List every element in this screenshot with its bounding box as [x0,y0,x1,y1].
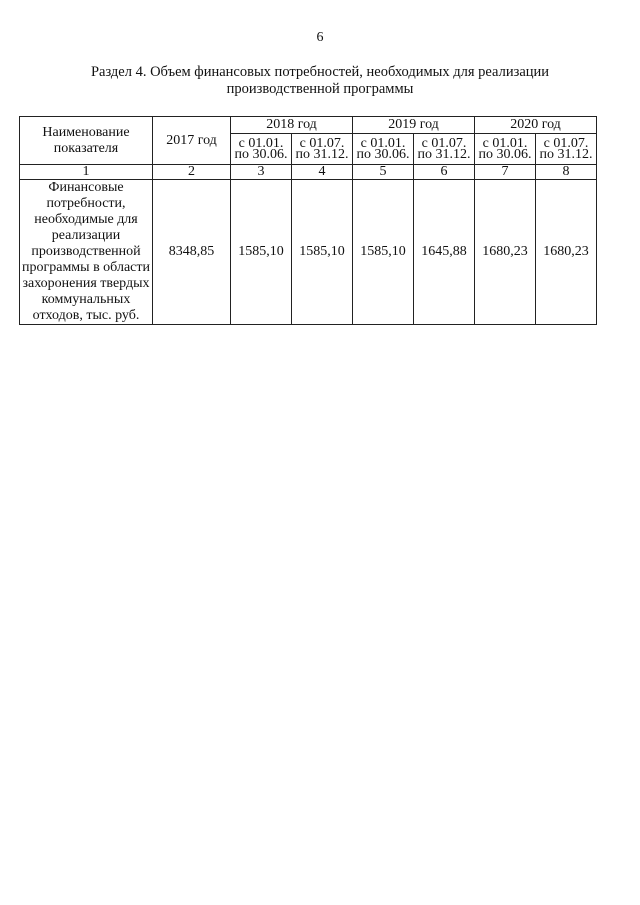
value-2018-h1: 1585,10 [231,180,292,325]
column-number-8: 8 [536,165,597,180]
page-number: 6 [316,30,324,45]
header-year-2017: 2017 год [153,117,231,165]
indicator-name-cell: Финансовые потребности, необходимые для реализации производственной программы в области захоронения твердых коммунальных отходов, тыс. руб. [20,180,153,325]
value-2020-h2: 1680,23 [536,180,597,325]
period-2018-h2: с 01.07. по 31.12. [292,134,353,165]
table-row [20,180,597,325]
header-year-2020: 2020 год [475,117,597,134]
value-2017: 8348,85 [153,180,231,325]
header-row-years [20,117,597,134]
period-2019-h2: с 01.07. по 31.12. [414,134,475,165]
header-year-2019: 2019 год [353,117,475,134]
column-number-2: 2 [153,165,231,180]
column-number-4: 4 [292,165,353,180]
value-2018-h2: 1585,10 [292,180,353,325]
value-2020-h1: 1680,23 [475,180,536,325]
section-title-line-1: Раздел 4. Объем финансовых потребностей, необходимых для реализации [90,64,550,80]
header-year-2018: 2018 год [231,117,353,134]
financial-needs-table [19,116,597,325]
column-number-5: 5 [353,165,414,180]
header-indicator-name: Наименование показателя [20,117,153,165]
section-title-line-2: производственной программы [226,81,414,97]
column-number-6: 6 [414,165,475,180]
period-2018-h1: с 01.01. по 30.06. [231,134,292,165]
period-2020-h1: с 01.01. по 30.06. [475,134,536,165]
section-title [40,64,600,98]
period-2019-h1: с 01.01. по 30.06. [353,134,414,165]
column-number-3: 3 [231,165,292,180]
column-number-7: 7 [475,165,536,180]
period-2020-h2: с 01.07. по 31.12. [536,134,597,165]
column-number-1: 1 [20,165,153,180]
value-2019-h1: 1585,10 [353,180,414,325]
value-2019-h2: 1645,88 [414,180,475,325]
column-number-row [20,165,597,180]
